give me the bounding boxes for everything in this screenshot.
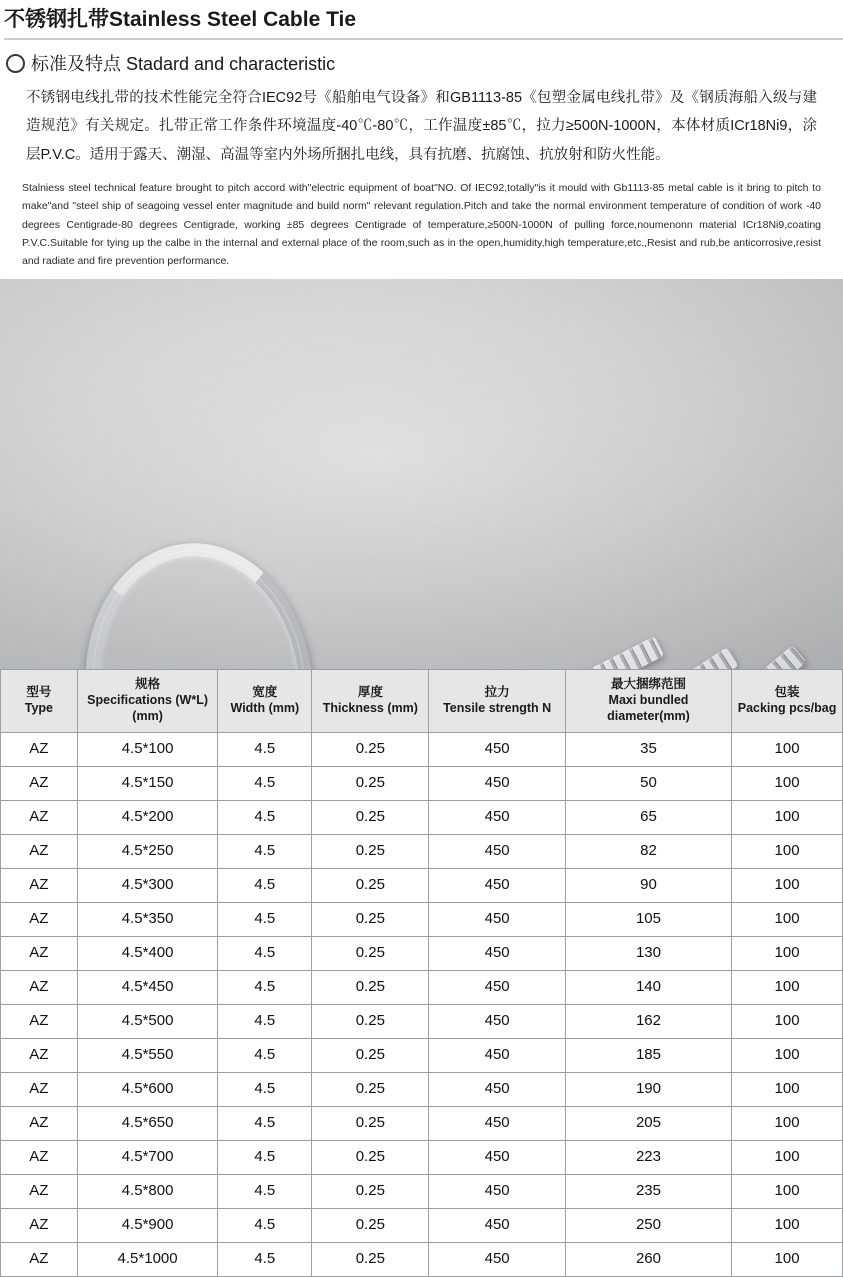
cell-specifications: 4.5*500 <box>77 1004 218 1038</box>
cell-type: AZ <box>1 1072 78 1106</box>
cell-thickness: 0.25 <box>312 1140 429 1174</box>
table-row <box>1 1208 843 1242</box>
cell-packing: 100 <box>732 1072 843 1106</box>
cell-specifications: 4.5*650 <box>77 1106 218 1140</box>
cell-width: 4.5 <box>218 1242 312 1276</box>
cell-type: AZ <box>1 936 78 970</box>
cell-specifications: 4.5*450 <box>77 970 218 1004</box>
cell-packing: 100 <box>732 970 843 1004</box>
cell-max-bundled-diameter: 223 <box>565 1140 731 1174</box>
table-body <box>1 732 843 1276</box>
cell-packing: 100 <box>732 800 843 834</box>
cell-width: 4.5 <box>218 800 312 834</box>
col-header-max-bundled-diameter <box>565 669 731 732</box>
cell-thickness: 0.25 <box>312 1004 429 1038</box>
cell-packing: 100 <box>732 1208 843 1242</box>
col-header-en: Type <box>24 700 53 715</box>
cell-packing: 100 <box>732 766 843 800</box>
cell-thickness: 0.25 <box>312 732 429 766</box>
cell-max-bundled-diameter: 65 <box>565 800 731 834</box>
col-header-cn: 规格 <box>135 677 161 692</box>
table-row <box>1 868 843 902</box>
cell-max-bundled-diameter: 140 <box>565 970 731 1004</box>
col-header-en: Maxi bundled diameter(mm) <box>607 693 690 723</box>
cell-tensile-strength: 450 <box>429 766 565 800</box>
cell-max-bundled-diameter: 250 <box>565 1208 731 1242</box>
cell-specifications: 4.5*1000 <box>77 1242 218 1276</box>
col-header-en: Tensile strength N <box>443 700 552 715</box>
cell-packing: 100 <box>732 1174 843 1208</box>
cell-packing: 100 <box>732 1140 843 1174</box>
cell-width: 4.5 <box>218 1140 312 1174</box>
cell-specifications: 4.5*700 <box>77 1140 218 1174</box>
table-row <box>1 1004 843 1038</box>
table-row <box>1 902 843 936</box>
cell-tensile-strength: 450 <box>429 902 565 936</box>
cell-thickness: 0.25 <box>312 834 429 868</box>
cell-tensile-strength: 450 <box>429 1208 565 1242</box>
cell-specifications: 4.5*200 <box>77 800 218 834</box>
cell-specifications: 4.5*600 <box>77 1072 218 1106</box>
cell-type: AZ <box>1 902 78 936</box>
cell-thickness: 0.25 <box>312 868 429 902</box>
cable-tie-strap <box>324 647 739 669</box>
cell-max-bundled-diameter: 260 <box>565 1242 731 1276</box>
cell-tensile-strength: 450 <box>429 800 565 834</box>
cell-specifications: 4.5*800 <box>77 1174 218 1208</box>
cell-packing: 100 <box>732 1106 843 1140</box>
col-header-type <box>1 669 78 732</box>
cell-specifications: 4.5*300 <box>77 868 218 902</box>
col-header-packing <box>732 669 843 732</box>
cell-tensile-strength: 450 <box>429 834 565 868</box>
cell-max-bundled-diameter: 185 <box>565 1038 731 1072</box>
cell-thickness: 0.25 <box>312 1106 429 1140</box>
col-header-width <box>218 669 312 732</box>
cell-type: AZ <box>1 1038 78 1072</box>
col-header-en: Packing pcs/bag <box>737 700 837 715</box>
table-row <box>1 1106 843 1140</box>
col-header-en: Width (mm) <box>230 700 300 715</box>
ring-bullet-icon <box>6 54 25 73</box>
specifications-table <box>0 669 843 1277</box>
table-row <box>1 1038 843 1072</box>
cell-max-bundled-diameter: 82 <box>565 834 731 868</box>
col-header-en: Thickness (mm) <box>322 700 418 715</box>
cell-type: AZ <box>1 1208 78 1242</box>
cell-specifications: 4.5*350 <box>77 902 218 936</box>
cell-tensile-strength: 450 <box>429 936 565 970</box>
cell-width: 4.5 <box>218 1174 312 1208</box>
cell-width: 4.5 <box>218 834 312 868</box>
cell-type: AZ <box>1 1106 78 1140</box>
page-title: 不锈钢扎带Stainless Steel Cable Tie <box>4 8 357 31</box>
description-english: Stalniess steel technical feature brought to pitch accord with"electric equipment of boat"NO. Of IEC92,totally"is it mould with Gb1113-85 metal cable is it bring to pitch to make"and "steel ship of seagoing vessel enter magnitude and build norm" relevant regulation.Pitch and take the normal environment temperature of condition of work -40 degrees Centigrade-80 degrees Centigrade, working ±85 degrees Centigrade of temperature,≥500N-1000N of pulling force,noumenonn material ICr18Ni9,coating P.V.C.Suitable for tying up the calbe in the internal and external place of the room,such as in the open,humidity,high temperature,etc.,Resist and rub,be anticorrosive,resist and radiate and fire prevention performance. <box>22 181 821 268</box>
cell-width: 4.5 <box>218 766 312 800</box>
cell-width: 4.5 <box>218 1106 312 1140</box>
cell-width: 4.5 <box>218 936 312 970</box>
cell-thickness: 0.25 <box>312 1072 429 1106</box>
cell-specifications: 4.5*150 <box>77 766 218 800</box>
cell-width: 4.5 <box>218 902 312 936</box>
cell-tensile-strength: 450 <box>429 1072 565 1106</box>
cell-max-bundled-diameter: 162 <box>565 1004 731 1038</box>
cell-width: 4.5 <box>218 970 312 1004</box>
cell-thickness: 0.25 <box>312 1242 429 1276</box>
table-row <box>1 1242 843 1276</box>
cell-max-bundled-diameter: 205 <box>565 1106 731 1140</box>
cell-thickness: 0.25 <box>312 1208 429 1242</box>
cable-tie-coiled <box>72 532 326 669</box>
cell-packing: 100 <box>732 936 843 970</box>
cell-max-bundled-diameter: 105 <box>565 902 731 936</box>
cell-packing: 100 <box>732 732 843 766</box>
table-row <box>1 834 843 868</box>
cell-width: 4.5 <box>218 732 312 766</box>
cell-type: AZ <box>1 766 78 800</box>
cell-type: AZ <box>1 1140 78 1174</box>
cell-packing: 100 <box>732 1242 843 1276</box>
cell-tensile-strength: 450 <box>429 1174 565 1208</box>
col-header-en: Specifications (W*L)(mm) <box>87 693 208 723</box>
cell-specifications: 4.5*400 <box>77 936 218 970</box>
cell-packing: 100 <box>732 1004 843 1038</box>
cell-tensile-strength: 450 <box>429 1038 565 1072</box>
title-divider <box>4 38 843 40</box>
cell-thickness: 0.25 <box>312 902 429 936</box>
col-header-thickness <box>312 669 429 732</box>
cell-packing: 100 <box>732 1038 843 1072</box>
col-header-specifications <box>77 669 218 732</box>
cell-thickness: 0.25 <box>312 766 429 800</box>
cell-tensile-strength: 450 <box>429 970 565 1004</box>
description-chinese: 不锈钢电线扎带的技术性能完全符合IEC92号《船舶电气设备》和GB1113-85《包塑金属电线扎带》及《钢质海船入级与建造规范》有关规定。扎带正常工作条件环境温度-40℃-80℃，工作温度±85℃，拉力≥500N-1000N，本体材质ICr18Ni9，涂层P.V.C。适用于露天、潮湿、高温等室内外场所捆扎电线，具有抗磨、抗腐蚀、抗放射和防火性能。 <box>26 90 817 163</box>
cell-thickness: 0.25 <box>312 936 429 970</box>
cell-max-bundled-diameter: 50 <box>565 766 731 800</box>
cell-tensile-strength: 450 <box>429 1140 565 1174</box>
table-row <box>1 970 843 1004</box>
product-photo <box>0 279 843 669</box>
table-header-row <box>1 669 843 732</box>
cell-type: AZ <box>1 1004 78 1038</box>
cell-type: AZ <box>1 1242 78 1276</box>
cell-thickness: 0.25 <box>312 800 429 834</box>
table-row <box>1 936 843 970</box>
cell-width: 4.5 <box>218 1038 312 1072</box>
cell-max-bundled-diameter: 235 <box>565 1174 731 1208</box>
cell-tensile-strength: 450 <box>429 1106 565 1140</box>
cell-thickness: 0.25 <box>312 970 429 1004</box>
col-header-cn: 包装 <box>774 685 800 700</box>
cell-type: AZ <box>1 970 78 1004</box>
cell-packing: 100 <box>732 834 843 868</box>
section-heading-row <box>0 42 843 80</box>
table-row <box>1 1140 843 1174</box>
cell-width: 4.5 <box>218 1004 312 1038</box>
cell-packing: 100 <box>732 902 843 936</box>
cell-max-bundled-diameter: 190 <box>565 1072 731 1106</box>
cell-tensile-strength: 450 <box>429 868 565 902</box>
table-row <box>1 732 843 766</box>
cell-tensile-strength: 450 <box>429 1004 565 1038</box>
cell-tensile-strength: 450 <box>429 1242 565 1276</box>
table-row <box>1 800 843 834</box>
cell-type: AZ <box>1 732 78 766</box>
col-header-cn: 型号 <box>26 685 52 700</box>
cell-specifications: 4.5*550 <box>77 1038 218 1072</box>
cell-width: 4.5 <box>218 1208 312 1242</box>
cell-specifications: 4.5*900 <box>77 1208 218 1242</box>
col-header-cn: 厚度 <box>357 685 383 700</box>
cell-thickness: 0.25 <box>312 1174 429 1208</box>
cell-type: AZ <box>1 868 78 902</box>
title-block <box>0 0 843 42</box>
cell-tensile-strength: 450 <box>429 732 565 766</box>
cell-width: 4.5 <box>218 868 312 902</box>
table-row <box>1 1174 843 1208</box>
cell-specifications: 4.5*100 <box>77 732 218 766</box>
cell-max-bundled-diameter: 90 <box>565 868 731 902</box>
cell-max-bundled-diameter: 35 <box>565 732 731 766</box>
col-header-cn: 拉力 <box>484 685 510 700</box>
section-title: 标准及特点 Stadard and characteristic <box>31 54 336 75</box>
col-header-cn: 宽度 <box>252 685 278 700</box>
col-header-cn: 最大捆绑范围 <box>610 677 686 692</box>
cell-specifications: 4.5*250 <box>77 834 218 868</box>
col-header-tensile-strength <box>429 669 565 732</box>
cell-type: AZ <box>1 834 78 868</box>
cell-packing: 100 <box>732 868 843 902</box>
table-row <box>1 1072 843 1106</box>
cell-width: 4.5 <box>218 1072 312 1106</box>
cell-thickness: 0.25 <box>312 1038 429 1072</box>
cell-type: AZ <box>1 800 78 834</box>
table-row <box>1 766 843 800</box>
cell-type: AZ <box>1 1174 78 1208</box>
cell-max-bundled-diameter: 130 <box>565 936 731 970</box>
